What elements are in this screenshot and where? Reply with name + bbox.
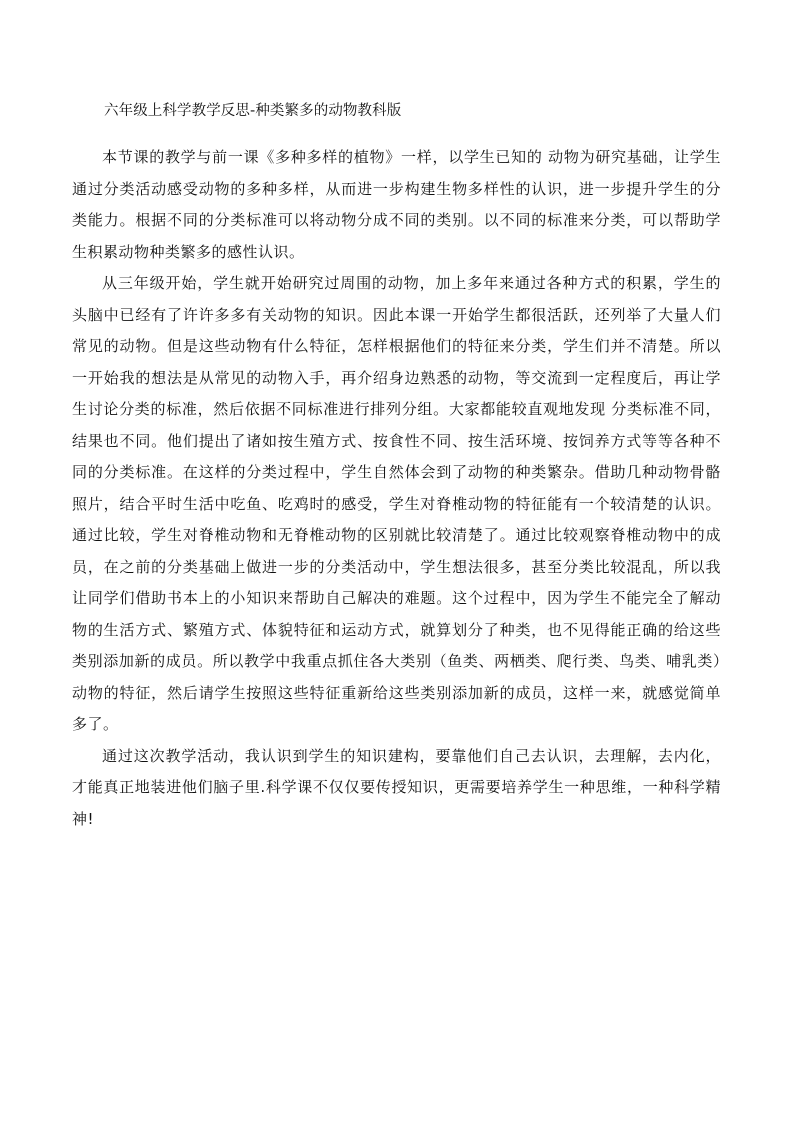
document-body	[72, 142, 721, 835]
paragraph-1: 本节课的教学与前一课《多种多样的植物》一样，以学生已知的 动物为研究基础，让学生通过分类活动感受动物的多种多样，从而进一步构建生物多样性的认识，进一步提升学生的分类能力。根据不同的分类标准可以将动物分成不同的类别。以不同的标准来分类，可以帮助学生积累动物种类繁多的感性认识。	[72, 148, 721, 261]
paragraph-3: 通过这次教学活动，我认识到学生的知识建构，要靠他们自己去认识，去理解，去内化，才能真正地装进他们脑子里.科学课不仅仅要传授知识，更需要培养学生一种思维，一种科学精神!	[72, 746, 721, 828]
paragraph-2: 从三年级开始，学生就开始研究过周围的动物，加上多年来通过各种方式的积累，学生的头脑中已经有了许许多多有关动物的知识。因此本课一开始学生都很活跃，还列举了大量人们常见的动物。但是这些动物有什么特征，怎样根据他们的特征来分类，学生们并不清楚。所以一开始我的想法是从常见的动物入手，再介绍身边熟悉的动物，等交流到一定程度后，再让学生讨论分类的标准，然后依据不同标准进行排列分组。大家都能较直观地发现 分类标准不同，结果也不同。他们提出了诸如按生殖方式、按食性不同、按生活环境、按饲养方式等等各种不同的分类标准。在这样的分类过程中，学生自然体会到了动物的种类繁杂。借助几种动物骨骼照片，结合平时生活中吃鱼、吃鸡时的感受，学生对脊椎动物的特征能有一个较清楚的认识。通过比较，学生对脊椎动物和无脊椎动物的区别就比较清楚了。通过比较观察脊椎动物中的成员，在之前的分类基础上做进一步的分类活动中，学生想法很多，甚至分类比较混乱，所以我让同学们借助书本上的小知识来帮助自己解决的难题。这个过程中，因为学生不能完全了解动物的生活方式、繁殖方式、体貌特征和运动方式，就算划分了种类，也不见得能正确的给这些类别添加新的成员。所以教学中我重点抓住各大类别（鱼类、两栖类、爬行类、鸟类、哺乳类）动物的特征，然后请学生按照这些特征重新给这些类别添加新的成员，这样一来，就感觉简单多了。	[72, 274, 721, 733]
document-title: 六年级上科学教学反思-种类繁多的动物教科版	[104, 103, 402, 119]
